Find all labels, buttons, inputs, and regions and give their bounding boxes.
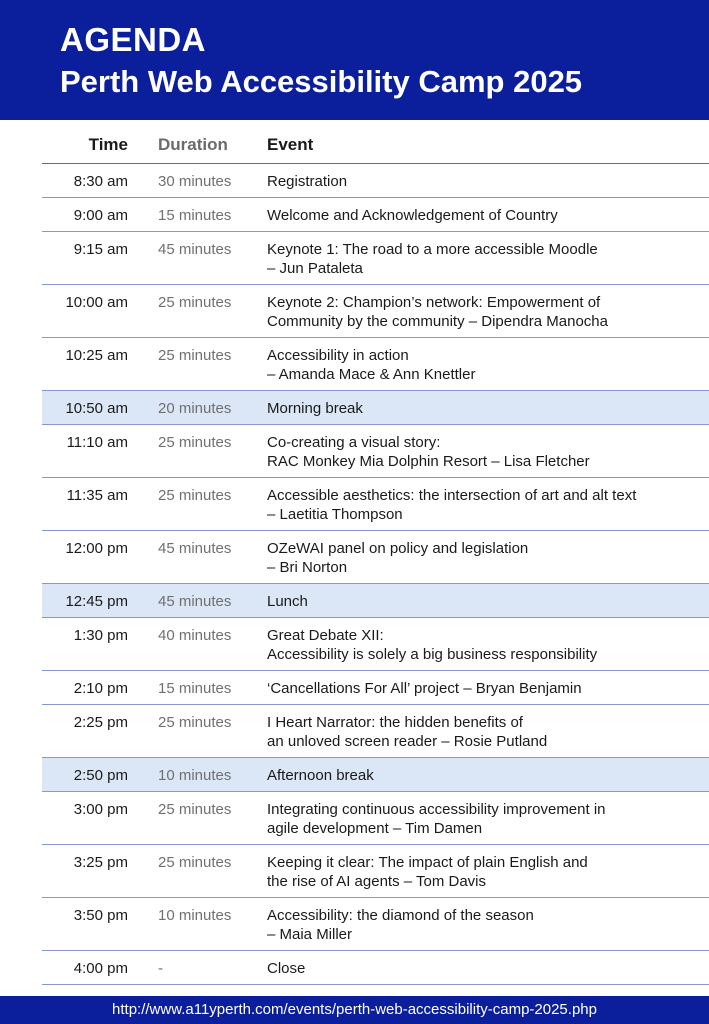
row-time: 10:25 am [65, 347, 128, 364]
event-line: OZeWAI panel on policy and legislation [267, 540, 529, 557]
row-time: 2:10 pm [73, 680, 128, 697]
event-line: ‘Cancellations For All’ project – Bryan Benjamin [267, 680, 582, 697]
row-event [267, 399, 707, 418]
event-line: Accessible aesthetics: the intersection of art and alt text [267, 487, 637, 504]
row-duration: 45 minutes [158, 241, 232, 258]
event-line: Welcome and Acknowledgement of Country [267, 207, 558, 224]
table-row [42, 845, 709, 898]
event-line: Accessibility in action [267, 347, 409, 364]
row-duration: 25 minutes [158, 434, 232, 451]
row-time: 8:30 am [73, 173, 128, 190]
row-event [267, 172, 707, 191]
event-line: Close [267, 960, 306, 977]
row-duration: 15 minutes [158, 207, 232, 224]
column-header-event: Event [267, 135, 314, 154]
event-line: an unloved screen reader – Rosie Putland [267, 733, 548, 750]
row-event [267, 800, 707, 838]
break-row [42, 391, 709, 425]
event-line: Integrating continuous accessibility improvement in [267, 801, 606, 818]
row-time: 10:50 am [65, 400, 128, 417]
row-time: 12:45 pm [65, 593, 128, 610]
row-time: 11:35 am [66, 487, 128, 504]
event-line: Accessibility: the diamond of the season [267, 907, 534, 924]
row-event [267, 906, 707, 944]
row-time: 3:50 pm [73, 907, 128, 924]
break-row [42, 584, 709, 618]
row-duration: 25 minutes [158, 714, 232, 731]
table-row [42, 705, 709, 758]
row-time: 12:00 pm [65, 540, 128, 557]
row-duration: 40 minutes [158, 627, 232, 644]
row-duration: 25 minutes [158, 801, 232, 818]
row-event [267, 433, 707, 471]
event-line: Afternoon break [267, 767, 374, 784]
break-row [42, 758, 709, 792]
row-time: 11:10 am [66, 434, 128, 451]
event-title: Perth Web Accessibility Camp 2025 [60, 64, 583, 99]
table-row [42, 285, 709, 338]
row-event [267, 539, 707, 577]
event-line: – Bri Norton [267, 559, 348, 576]
row-time: 10:00 am [65, 294, 128, 311]
table-row [42, 232, 709, 285]
table-row [42, 951, 709, 985]
page-footer [0, 996, 709, 1024]
column-header-time: Time [88, 135, 128, 154]
event-line: I Heart Narrator: the hidden benefits of [267, 714, 523, 731]
event-line: Keeping it clear: The impact of plain English and [267, 854, 588, 871]
row-event [267, 346, 707, 384]
table-header-row [42, 122, 709, 164]
row-duration: 25 minutes [158, 487, 232, 504]
event-line: – Laetitia Thompson [267, 506, 403, 523]
event-line: – Amanda Mace & Ann Knettler [267, 366, 476, 383]
row-event [267, 240, 707, 278]
event-line: Keynote 2: Champion’s network: Empowerment of [267, 294, 601, 311]
event-line: Morning break [267, 400, 363, 417]
event-line: – Jun Pataleta [267, 260, 363, 277]
event-line: RAC Monkey Mia Dolphin Resort – Lisa Fletcher [267, 453, 590, 470]
row-duration: 45 minutes [158, 593, 232, 610]
event-line: Keynote 1: The road to a more accessible Moodle [267, 241, 598, 258]
event-line: Co-creating a visual story: [267, 434, 441, 451]
row-duration: - [158, 960, 163, 977]
row-time: 9:15 am [73, 241, 128, 258]
row-time: 2:50 pm [73, 767, 128, 784]
row-time: 2:25 pm [73, 714, 128, 731]
row-duration: 45 minutes [158, 540, 232, 557]
agenda-rows [42, 164, 709, 985]
event-line: Lunch [267, 593, 308, 610]
table-row [42, 898, 709, 951]
event-line: Great Debate XII: [267, 627, 384, 644]
row-time: 1:30 pm [73, 627, 128, 644]
footer-url-link[interactable]: http://www.a11yperth.com/events/perth-web-accessibility-camp-2025.php [112, 1001, 597, 1018]
event-line: Community by the community – Dipendra Manocha [267, 313, 608, 330]
event-line: Registration [267, 173, 348, 190]
row-time: 3:25 pm [73, 854, 128, 871]
row-event [267, 766, 707, 785]
table-row [42, 164, 709, 198]
row-time: 3:00 pm [73, 801, 128, 818]
row-duration: 10 minutes [158, 907, 232, 924]
row-event [267, 679, 707, 698]
row-time: 9:00 am [73, 207, 128, 224]
row-event [267, 853, 707, 891]
table-row [42, 425, 709, 478]
event-line: agile development – Tim Damen [267, 820, 483, 837]
table-row [42, 198, 709, 232]
row-event [267, 486, 707, 524]
event-line: Accessibility is solely a big business responsibility [267, 646, 598, 663]
row-duration: 25 minutes [158, 854, 232, 871]
event-line: – Maia Miller [267, 926, 353, 943]
row-event [267, 713, 707, 751]
row-event [267, 959, 707, 978]
event-line: the rise of AI agents – Tom Davis [267, 873, 487, 890]
table-row [42, 618, 709, 671]
table-row [42, 338, 709, 391]
column-header-duration: Duration [158, 135, 228, 154]
row-time: 4:00 pm [73, 960, 128, 977]
table-row [42, 478, 709, 531]
agenda-table [42, 122, 709, 985]
row-duration: 25 minutes [158, 347, 232, 364]
row-duration: 30 minutes [158, 173, 232, 190]
row-event [267, 592, 707, 611]
table-row [42, 671, 709, 705]
agenda-heading: AGENDA [60, 21, 207, 58]
row-duration: 25 minutes [158, 294, 232, 311]
row-duration: 15 minutes [158, 680, 232, 697]
row-duration: 10 minutes [158, 767, 232, 784]
row-event [267, 206, 707, 225]
table-row [42, 531, 709, 584]
row-event [267, 293, 707, 331]
row-duration: 20 minutes [158, 400, 232, 417]
page-header [0, 0, 709, 120]
row-event [267, 626, 707, 664]
table-row [42, 792, 709, 845]
